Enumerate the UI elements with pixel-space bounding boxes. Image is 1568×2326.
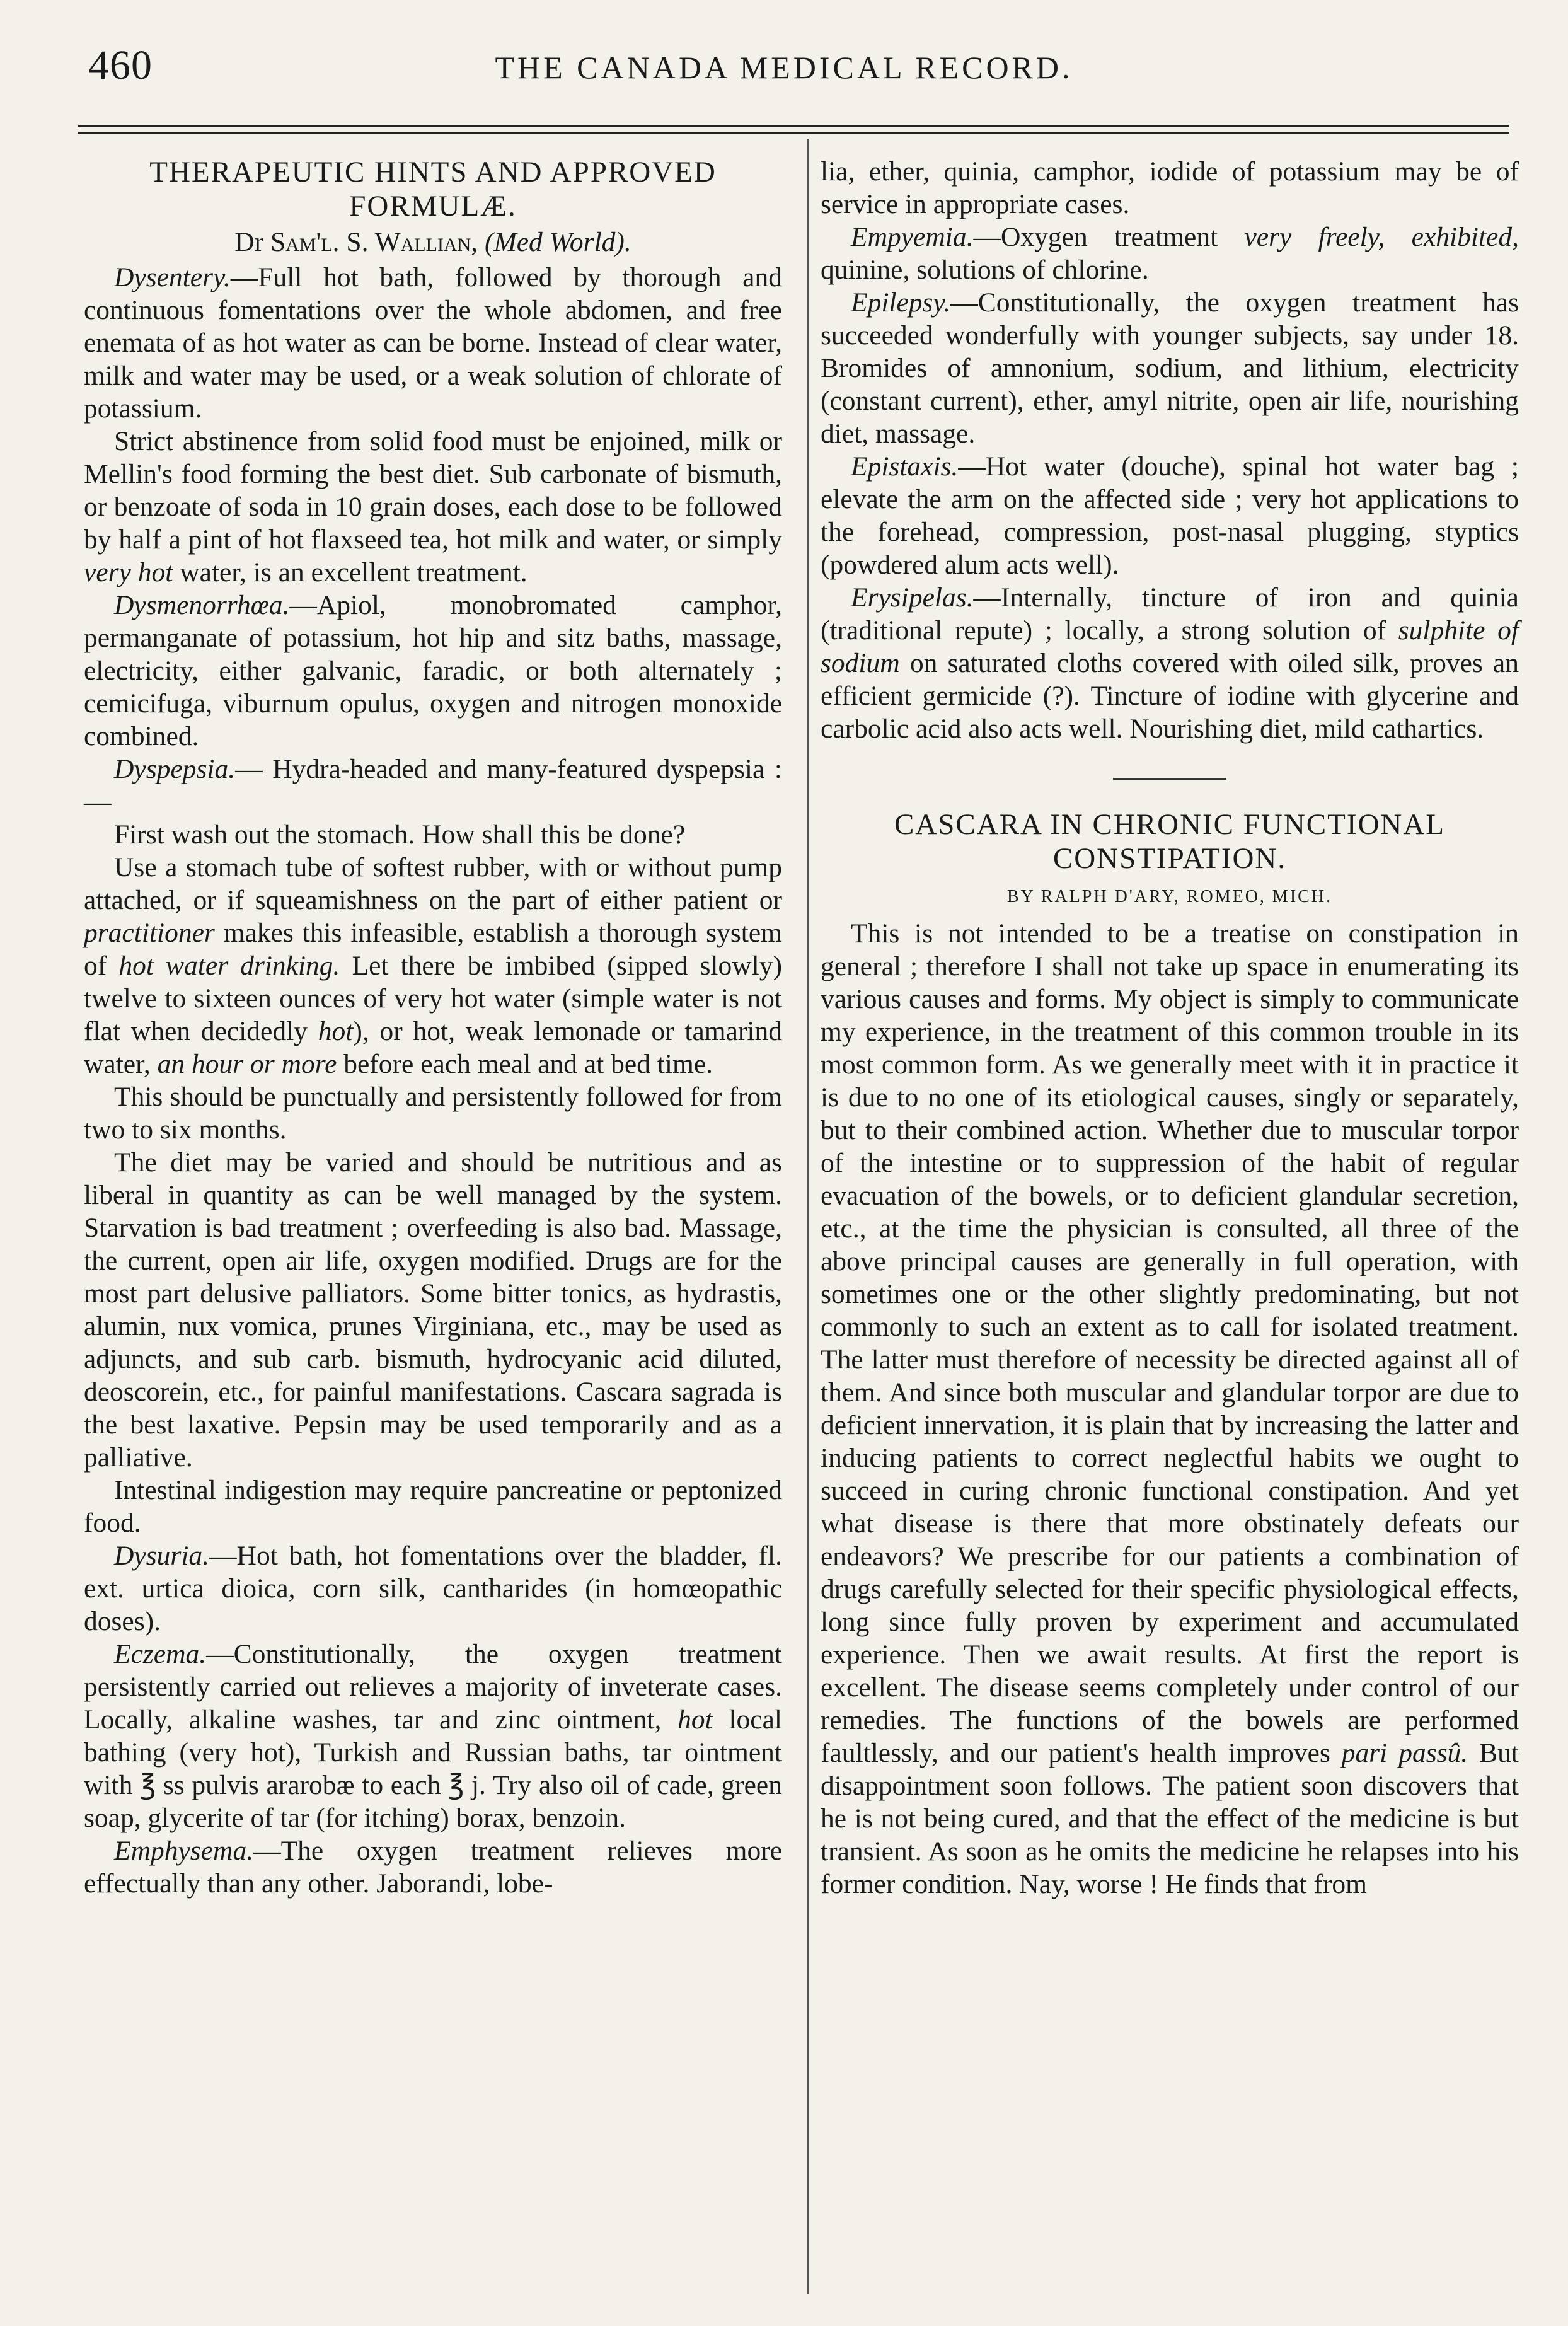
entry-text: —Hot bath, hot fomentations over the bladder, fl. ext. urtica dioica, corn silk, cantharides (in homœopathic doses). <box>84 1541 782 1636</box>
entry-text: —The oxygen treatment relieves more effectually than any other. Jaborandi, lobe- <box>84 1836 782 1899</box>
entry-dysmenorrhoea <box>84 589 782 753</box>
entry-empyemia <box>821 221 1519 286</box>
emphasis: very freely, exhibited, <box>1244 222 1519 252</box>
text-run: before each meal and at bed time. <box>337 1049 713 1079</box>
entry-dysentery <box>84 261 782 425</box>
author-name: Sam'l. S. Wallian, <box>270 227 478 257</box>
text-run: ), or hot, weak lemonade or tamarind water, <box>84 1016 782 1079</box>
column-divider <box>807 139 809 2294</box>
emphasis: pari passû. <box>1341 1738 1468 1768</box>
entry-term: Epilepsy. <box>851 287 951 318</box>
entry-term: Erysipelas. <box>851 582 974 613</box>
entry-dyspepsia <box>84 753 782 818</box>
emphasis: hot water drinking. <box>118 951 340 981</box>
dyspepsia-paragraph-6: Intestinal indigestion may require pancreatine or peptonized food. <box>84 1475 782 1538</box>
byline-source: (Med World). <box>485 227 631 257</box>
byline-prefix: Dr <box>234 227 270 257</box>
header-rule-thin <box>78 132 1509 134</box>
dyspepsia-paragraph-4: This should be punctually and persistently followed for from two to six months. <box>84 1082 782 1145</box>
entry-term: Dysuria. <box>114 1541 210 1571</box>
emphasis: hot <box>318 1016 354 1046</box>
text-run: on saturated cloths covered with oiled silk, proves an efficient germicide (?). Tincture of iodine with glycerine and carbolic acid also acts well. Nourishing diet, mild cathartics. <box>821 648 1519 744</box>
article-2-byline: BY RALPH D'ARY, ROMEO, MICH. <box>1006 887 1333 906</box>
entry-text: —Full hot bath, followed by thorough and continuous fomentations over the whole abdomen, and free enemata of as hot water as can be borne. Instead of clear water, milk and water may be used, or a weak solution of chlorate of potassium. <box>84 262 782 424</box>
text-run: But disappointment soon follows. The patient soon discovers that he is not being cured, and that the effect of the medicine is but transient. As soon as he omits the medicine he relapses into his former condition. Nay, worse ! He finds that from <box>821 1738 1519 1899</box>
entry-text: —Hot water (douche), spinal hot water bag ; elevate the arm on the affected side ; very hot applications to the forehead, compression, post-nasal plugging, styptics (powdered alum acts well). <box>821 451 1519 580</box>
text-run: This is not intended to be a treatise on constipation in general ; therefore I shall not take up space in enumerating its various causes and forms. My object is simply to communicate my experience, in the treatment of this common trouble in its most common form. As we generally meet with it in practice it is due to no one of its etiological causes, singly or separately, but to their combined action. Whether due to muscular torpor of the intestine or to suppression of the habit of regular evacuation of the bowels, or to deficient glandular secretion, etc., at the time the physician is consulted, all three of the above principal causes are generally in full operation, with sometimes one or the other slightly predominating, but not commonly to such an extent as to call for isolated treatment. The latter must therefore of necessity be directed against all of them. And since both muscular and glandular torpor are due to deficient innervation, it is plain that by increasing the latter and inducing patients to correct neglectful habits we ought to succeed in curing chronic functional constipation. And yet what disease is there that more obstinately defeats our endeavors? We prescribe for our patients a combination of drugs carefully selected for their specific physiological effects, long since fully proven by experiment and accumulated experience. Then we await results. At first the report is excellent. The disease seems completely under control of our remedies. The functions of the bowels are performed faultlessly, and our patient's health improves <box>821 918 1519 1768</box>
entry-text: —Apiol, monobromated camphor, permanganate of potassium, hot hip and sitz baths, massage, electricity, either galvanic, faradic, or both alternately ; cemicifuga, viburnum opulus, oxygen and nitrogen monoxide combined. <box>84 590 782 751</box>
page-number: 460 <box>88 42 153 88</box>
dyspepsia-paragraph-3 <box>84 851 782 1080</box>
entry-term: Emphysema. <box>114 1836 254 1866</box>
entry-emphysema <box>84 1834 782 1900</box>
emphasis: practitioner <box>84 918 215 948</box>
article-2-paragraph <box>821 917 1519 1901</box>
dysentery-paragraph-2 <box>84 425 782 589</box>
entry-term: Epistaxis. <box>851 451 959 482</box>
emphasis: an hour or more <box>157 1049 337 1079</box>
dyspepsia-paragraph-5: The diet may be varied and should be nutritious and as liberal in quantity as can be well managed by the system. Starvation is bad treatment ; overfeeding is also bad. Massage, the current, open air life, oxygen modified. Drugs are for the most part delusive palliators. Some bitter tonics, as hydrastis, alumin, nux vomica, prunes Virginiana, etc., may be used as adjuncts, and sub carb. bismuth, hydrocyanic acid diluted, deoscorein, etc., for painful manifestations. Cascara sagrada is the best laxative. Pepsin may be used temporarily and as a palliative. <box>84 1147 782 1473</box>
left-column <box>84 155 782 1900</box>
article-title: THERAPEUTIC HINTS AND APPROVED FORMULÆ. <box>149 156 717 223</box>
text-run: Strict abstinence from solid food must be enjoined, milk or Mellin's food forming the best diet. Sub carbonate of bismuth, or benzoate of soda in 10 grain doses, each dose to be followed by half a pint of hot flaxseed tea, hot milk and water, or simply <box>84 426 782 555</box>
text-run: —Internally, tincture of iron and quinia (traditional repute) ; locally, a strong solution of <box>821 582 1519 645</box>
entry-epistaxis <box>821 450 1519 581</box>
text-run: Let there be imbibed (sipped slowly) twelve to sixteen ounces of very hot water (simple water is not flat when decidedly <box>84 951 782 1046</box>
entry-term: Dyspepsia. <box>114 754 236 784</box>
entry-text: — Hydra-headed and many-featured dyspepsia :— <box>84 754 782 817</box>
running-head: THE CANADA MEDICAL RECORD. <box>495 50 1073 85</box>
article-byline <box>84 226 782 258</box>
emphasis: very hot <box>84 557 173 587</box>
text-run: makes this infeasible, establish a thorough system of <box>84 918 782 981</box>
article-2-title: CASCARA IN CHRONIC FUNCTIONAL CONSTIPATION. <box>894 808 1446 875</box>
entry-term: Empyemia. <box>851 222 974 252</box>
entry-term: Eczema. <box>114 1639 207 1669</box>
section-divider <box>1113 778 1226 780</box>
right-column <box>821 155 1519 1901</box>
entry-term: Dysmenorrhœa. <box>114 590 290 620</box>
entry-dysuria <box>84 1539 782 1638</box>
entry-erysipelas <box>821 581 1519 745</box>
text-run: water, is an excellent treatment. <box>173 557 527 587</box>
entry-text: —Constitutionally, the oxygen treatment has succeeded wonderfully with younger subjects, say under 18. Bromides of amnonium, sodium, and lithium, electricity (constant current), ether, amyl nitrite, open air life, nourishing diet, massage. <box>821 287 1519 449</box>
text-run: quinine, solutions of chlorine. <box>821 255 1149 285</box>
emphysema-continuation: lia, ether, quinia, camphor, iodide of potassium may be of service in appropriate cases. <box>821 156 1519 219</box>
text-run: —Oxygen treatment <box>973 222 1245 252</box>
text-run: —Constitutionally, the oxygen treatment persistently carried out relieves a majority of inveterate cases. Locally, alkaline washes, tar and zinc ointment, <box>84 1639 782 1735</box>
entry-term: Dysentery. <box>114 262 231 292</box>
entry-eczema <box>84 1638 782 1834</box>
text-run: local bathing (very hot), Turkish and Russian baths, tar ointment with ℥ ss pulvis ararobæ to each ℥ j. Try also oil of cade, green soap, glycerite of tar (for itching) borax, benzoin. <box>84 1704 782 1833</box>
emphasis: hot <box>677 1704 713 1735</box>
entry-epilepsy <box>821 286 1519 450</box>
header-rule-thick <box>78 125 1509 127</box>
emphasis: sulphite of sodium <box>821 615 1519 678</box>
dyspepsia-paragraph-2: First wash out the stomach. How shall this be done? <box>114 819 686 850</box>
text-run: Use a stomach tube of softest rubber, with or without pump attached, or if squeamishness on the part of either patient or <box>84 852 782 915</box>
